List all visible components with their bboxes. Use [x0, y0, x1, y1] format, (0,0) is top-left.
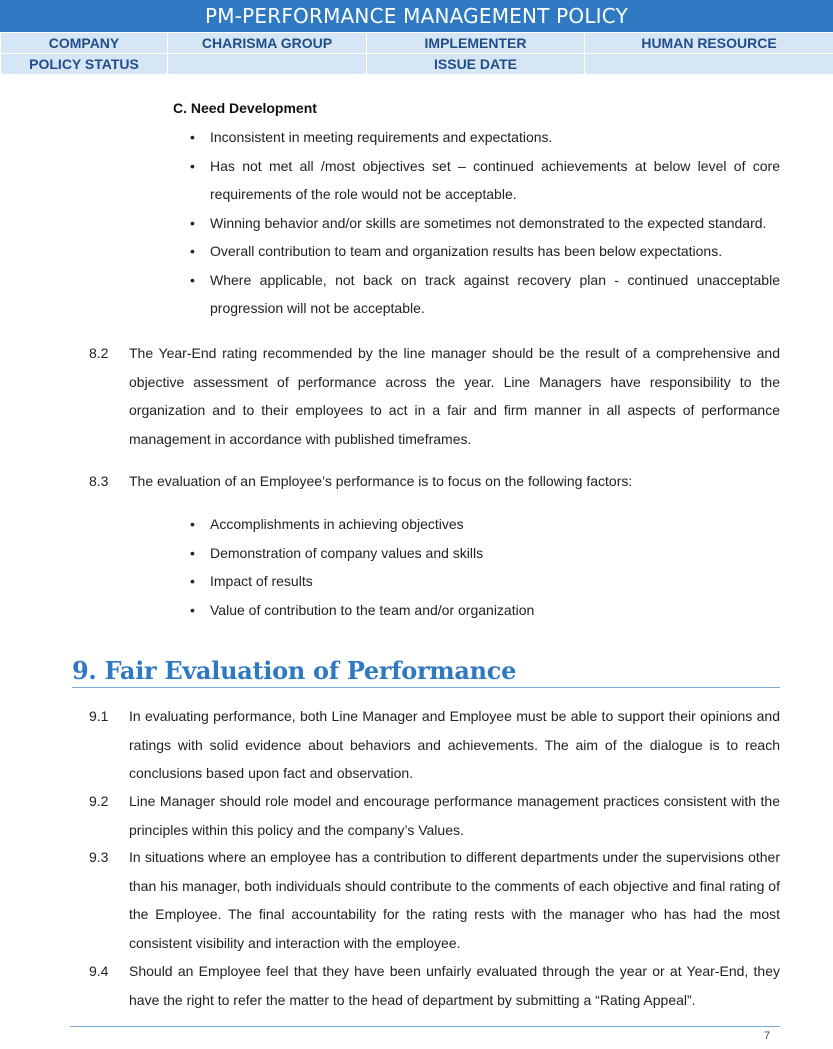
- bullet-icon: •: [190, 573, 195, 589]
- section-c-bullet-list: [190, 123, 780, 323]
- paragraph-number: 8.2: [89, 345, 109, 361]
- bullet-icon: •: [190, 601, 195, 618]
- list-item: • Value of contribution to the team and/or organization: [190, 596, 780, 625]
- policy-status-label: POLICY STATUS: [1, 54, 168, 75]
- paragraph-number: 9.1: [89, 708, 109, 724]
- paragraph-number: 8.3: [89, 473, 109, 489]
- section-c-heading: C. Need Development: [173, 100, 317, 116]
- bullet-icon: •: [190, 129, 195, 145]
- list-item: • Inconsistent in meeting requirements and expectations.: [190, 123, 780, 152]
- list-item: • Demonstration of company values and skills: [190, 539, 780, 568]
- paragraph-9-2: [89, 787, 780, 844]
- list-item: • Has not met all /most objectives set – continued achievements at below level of core requirements of the role would not be acceptable.: [190, 152, 780, 209]
- paragraph-number: 9.4: [89, 963, 109, 979]
- company-value: CHARISMA GROUP: [168, 33, 367, 54]
- page-number: 7: [764, 1030, 771, 1042]
- company-label: COMPANY: [1, 33, 168, 54]
- paragraph-9-4: [89, 957, 780, 1014]
- list-item: • Where applicable, not back on track against recovery plan - continued unacceptable progression will not be acceptable.: [190, 266, 780, 323]
- issue-date-value: [585, 54, 833, 75]
- issue-date-label: ISSUE DATE: [367, 54, 585, 75]
- header-row-status: [1, 54, 833, 75]
- header-table: [0, 32, 833, 75]
- implementer-label: IMPLEMENTER: [367, 33, 585, 54]
- bullet-icon: •: [190, 271, 195, 288]
- header-row-company: [1, 33, 833, 54]
- list-item: • Overall contribution to team and organization results has been below expectations.: [190, 237, 780, 266]
- document-title: PM-PERFORMANCE MANAGEMENT POLICY: [0, 0, 833, 32]
- bullet-icon: •: [190, 214, 195, 231]
- paragraph-text: Line Manager should role model and encourage performance management practices consistent with the principles within this policy and the company’s Values.: [129, 793, 780, 838]
- paragraph-text: In situations where an employee has a contribution to different departments under the supervisions other than his manager, both individuals should contribute to the comments of each objective and final rating of the Employee. The final accountability for the rating rests with the manager who has had the most consistent visibility and interaction with the employee.: [129, 849, 780, 951]
- list-item: • Impact of results: [190, 567, 780, 596]
- bullet-icon: •: [190, 157, 195, 174]
- bullet-icon: •: [190, 516, 195, 532]
- bullet-icon: •: [190, 544, 195, 561]
- paragraph-text: The evaluation of an Employee’s performance is to focus on the following factors:: [129, 473, 633, 489]
- footer-divider: [70, 1026, 780, 1027]
- paragraph-9-1: [89, 702, 780, 788]
- implementer-value: HUMAN RESOURCE: [585, 33, 833, 54]
- section-9-heading: 9. Fair Evaluation of Performance: [72, 656, 780, 688]
- paragraph-text: Should an Employee feel that they have been unfairly evaluated through the year or at Year-End, they have the right to refer the matter to the head of department by submitting a “Rating Appeal”.: [129, 963, 780, 1008]
- paragraph-text: In evaluating performance, both Line Manager and Employee must be able to support their opinions and ratings with solid evidence about behaviors and achievements. The aim of the dialogue is to reach conclusions based upon fact and observation.: [129, 708, 780, 781]
- paragraph-8-2: [89, 339, 780, 453]
- factors-bullet-list: [190, 510, 780, 624]
- list-item: • Accomplishments in achieving objectives: [190, 510, 780, 539]
- paragraph-9-3: [89, 843, 780, 957]
- paragraph-number: 9.2: [89, 793, 109, 809]
- list-item: • Winning behavior and/or skills are sometimes not demonstrated to the expected standard.: [190, 209, 780, 238]
- paragraph-number: 9.3: [89, 849, 109, 865]
- paragraph-8-3: [89, 467, 780, 496]
- policy-status-value: [168, 54, 367, 75]
- paragraph-text: The Year-End rating recommended by the line manager should be the result of a comprehensive and objective assessment of performance across the year. Line Managers have responsibility to the organization and to their employees to act in a fair and firm manner in all aspects of performance management in accordance with published timeframes.: [129, 345, 780, 447]
- bullet-icon: •: [190, 243, 195, 259]
